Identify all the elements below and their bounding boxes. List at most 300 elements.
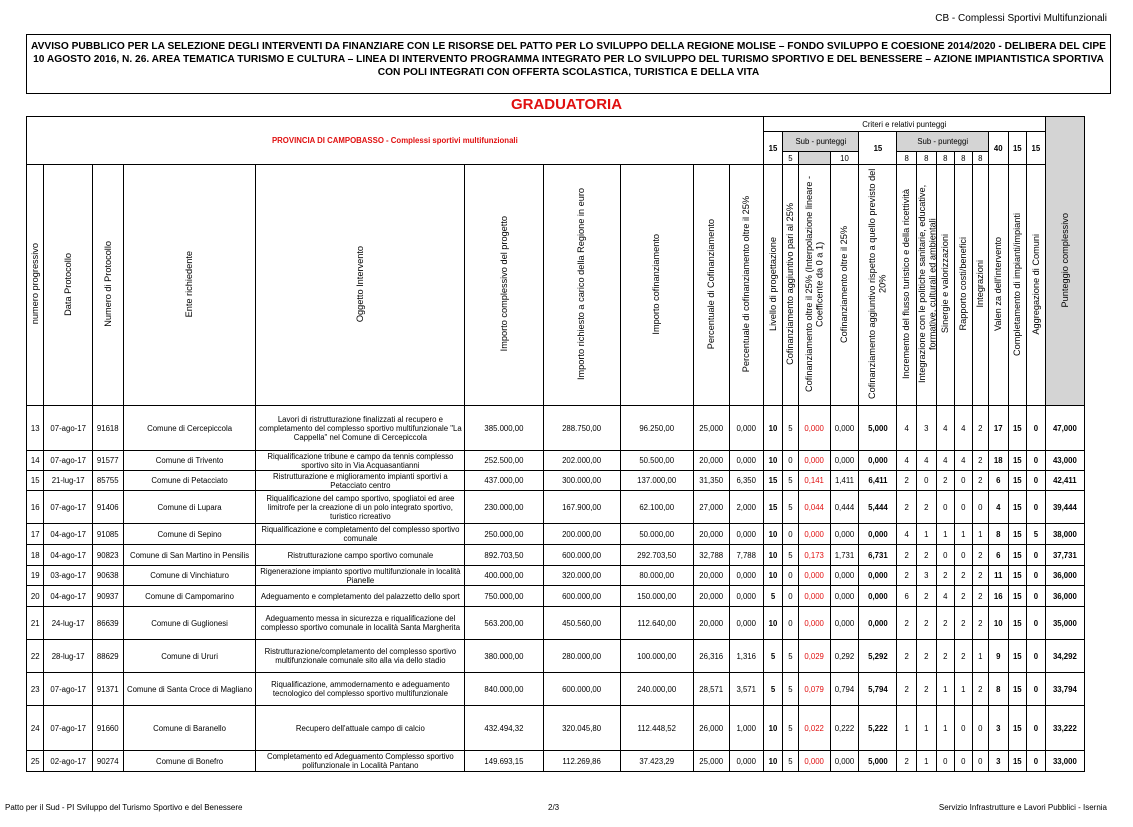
col-header-data: Data Protocollo [62, 252, 73, 316]
cell-integrazioni: 2 [972, 406, 988, 451]
cell-valenza: 8 [988, 673, 1008, 706]
cell-imp-reg: 600.000,00 [543, 586, 620, 607]
cell-completamento: 15 [1008, 706, 1027, 751]
cell-data: 04-ago-17 [44, 545, 92, 566]
cell-aggregazione: 0 [1027, 471, 1046, 491]
cell-prot: 85755 [92, 471, 123, 491]
col-header-cell [256, 165, 465, 406]
cell-prot: 91406 [92, 491, 123, 524]
cell-livello: 10 [763, 751, 783, 772]
cell-prot: 90823 [92, 545, 123, 566]
cell-imp-reg: 320.000,00 [543, 566, 620, 586]
cell-integrazione: 3 [916, 406, 936, 451]
ranking-table [26, 116, 1085, 772]
cell-integrazione: 1 [916, 706, 936, 751]
cell-integrazioni: 1 [972, 640, 988, 673]
col-header-cof-interp: Cofinanziamento oltre il 25% (Interpolazione lineare - Coefficente da 0 a 1) [803, 175, 825, 393]
cell-sinergie: 2 [936, 471, 955, 491]
cell-ente: Comune di Campomarino [123, 586, 256, 607]
cell-cof-agg-20: 5,222 [859, 706, 897, 751]
cell-cof-interp: 0,000 [798, 607, 830, 640]
table-row [27, 673, 1085, 706]
col-header-cell [763, 165, 783, 406]
cell-punteggio: 34,292 [1045, 640, 1084, 673]
cell-punteggio: 33,794 [1045, 673, 1084, 706]
col-header-ente: Ente richiedente [184, 250, 195, 318]
cell-livello: 10 [763, 451, 783, 471]
cell-punteggio: 33,000 [1045, 751, 1084, 772]
table-row [27, 491, 1085, 524]
cell-integrazioni: 2 [972, 451, 988, 471]
table-row [27, 706, 1085, 751]
cell-integrazione: 2 [916, 586, 936, 607]
footer-program: Patto per il Sud - PI Sviluppo del Turismo Sportivo e del Benessere [5, 803, 243, 812]
cell-integrazione: 0 [916, 471, 936, 491]
criteria-title: Criteri e relativi punteggi [763, 117, 1045, 132]
cell-num: 24 [27, 706, 44, 751]
cell-cof-oltre: 0,292 [830, 640, 859, 673]
cell-cof-oltre: 0,000 [830, 607, 859, 640]
max-aggregazione: 15 [1027, 132, 1046, 165]
cell-aggregazione: 0 [1027, 566, 1046, 586]
cell-prot: 90937 [92, 586, 123, 607]
cell-livello: 10 [763, 524, 783, 545]
cell-aggregazione: 5 [1027, 524, 1046, 545]
cell-imp-tot: 432.494,32 [465, 706, 543, 751]
table-row [27, 406, 1085, 451]
cell-perc-25: 0,000 [729, 751, 763, 772]
cell-sinergie: 1 [936, 673, 955, 706]
cell-perc-25: 0,000 [729, 566, 763, 586]
cell-perc-25: 0,000 [729, 524, 763, 545]
cell-rapporto: 2 [955, 640, 972, 673]
cell-imp-tot: 380.000,00 [465, 640, 543, 673]
col-header-imp-reg: Importo richiesto a carico della Regione in euro [576, 187, 587, 381]
cell-sinergie: 0 [936, 545, 955, 566]
cell-completamento: 15 [1008, 471, 1027, 491]
cell-integrazione: 2 [916, 640, 936, 673]
col-header-valenza: Valen za dell'intervento [993, 236, 1003, 332]
cell-cof-agg-25: 5 [783, 673, 798, 706]
cell-aggregazione: 0 [1027, 491, 1046, 524]
cell-integrazione: 2 [916, 673, 936, 706]
cell-num: 15 [27, 471, 44, 491]
cell-data: 28-lug-17 [44, 640, 92, 673]
col-header-cell [693, 165, 729, 406]
cell-aggregazione: 0 [1027, 751, 1046, 772]
cell-rapporto: 1 [955, 524, 972, 545]
col-header-oggetto: Oggetto Intervento [355, 245, 366, 323]
cell-cof-agg-25: 5 [783, 751, 798, 772]
col-header-rapporto: Rapporto costi/benefici [958, 237, 969, 331]
cell-incremento: 2 [897, 471, 917, 491]
cell-integrazioni: 0 [972, 751, 988, 772]
cell-cof-agg-25: 0 [783, 524, 798, 545]
cell-valenza: 3 [988, 751, 1008, 772]
cell-rapporto: 0 [955, 751, 972, 772]
cell-num: 17 [27, 524, 44, 545]
cell-livello: 15 [763, 471, 783, 491]
cell-cof-agg-25: 5 [783, 471, 798, 491]
cell-cof-oltre: 1,411 [830, 471, 859, 491]
col-header-cell [830, 165, 859, 406]
col-header-cell [798, 165, 830, 406]
cell-prot: 86639 [92, 607, 123, 640]
cell-data: 02-ago-17 [44, 751, 92, 772]
cell-completamento: 15 [1008, 673, 1027, 706]
cell-integrazione: 2 [916, 491, 936, 524]
cell-imp-reg: 450.560,00 [543, 607, 620, 640]
max-integrazioni: 8 [972, 152, 988, 165]
cell-cof-agg-25: 0 [783, 566, 798, 586]
cell-num: 18 [27, 545, 44, 566]
cell-cof-oltre: 0,000 [830, 406, 859, 451]
cell-perc-25: 1,316 [729, 640, 763, 673]
cell-perc-25: 7,788 [729, 545, 763, 566]
cell-num: 25 [27, 751, 44, 772]
cell-completamento: 15 [1008, 524, 1027, 545]
col-header-cof-oltre: Cofinanziamento oltre il 25% [839, 225, 850, 343]
col-header-cell [897, 165, 917, 406]
cell-imp-reg: 200.000,00 [543, 524, 620, 545]
cell-valenza: 4 [988, 491, 1008, 524]
table-row [27, 451, 1085, 471]
cell-incremento: 2 [897, 673, 917, 706]
cell-sinergie: 2 [936, 566, 955, 586]
cell-oggetto: Riqualificazione e completamento del complesso sportivo comunale [256, 524, 465, 545]
cell-imp-tot: 149.693,15 [465, 751, 543, 772]
cell-valenza: 17 [988, 406, 1008, 451]
cell-ente: Comune di Sepino [123, 524, 256, 545]
cell-valenza: 16 [988, 586, 1008, 607]
cell-cof-interp: 0,000 [798, 751, 830, 772]
cell-completamento: 15 [1008, 586, 1027, 607]
cell-imp-tot: 437.000,00 [465, 471, 543, 491]
max-sub-blank [798, 152, 830, 165]
cell-cof-agg-25: 0 [783, 451, 798, 471]
cell-cof-agg-20: 5,000 [859, 406, 897, 451]
cell-completamento: 15 [1008, 491, 1027, 524]
col-header-cell [543, 165, 620, 406]
cell-completamento: 15 [1008, 566, 1027, 586]
cell-sinergie: 4 [936, 406, 955, 451]
cell-oggetto: Riqualificazione, ammodernamento e adeguamento tecnologico del complesso sportivo multifunzionale [256, 673, 465, 706]
cell-punteggio: 39,444 [1045, 491, 1084, 524]
max-integrazione: 8 [916, 152, 936, 165]
cell-completamento: 15 [1008, 607, 1027, 640]
cell-perc-cof: 20,000 [693, 524, 729, 545]
cell-sinergie: 0 [936, 751, 955, 772]
cell-oggetto: Adeguamento e completamento del palazzetto dello sport [256, 586, 465, 607]
table-row [27, 751, 1085, 772]
document-header-label: CB - Complessi Sportivi Multifunzionali [935, 13, 1107, 24]
cell-imp-cof: 240.000,00 [620, 673, 693, 706]
col-header-cell [27, 165, 44, 406]
footer-page-number: 2/3 [548, 803, 560, 812]
col-header-cell [620, 165, 693, 406]
max-incremento: 8 [897, 152, 917, 165]
cell-punteggio: 36,000 [1045, 586, 1084, 607]
cell-completamento: 15 [1008, 545, 1027, 566]
cell-cof-agg-25: 5 [783, 406, 798, 451]
cell-sinergie: 0 [936, 491, 955, 524]
ranking-title: GRADUATORIA [510, 96, 623, 113]
cell-integrazione: 2 [916, 607, 936, 640]
max-rapporto: 8 [955, 152, 972, 165]
cell-cof-agg-20: 5,444 [859, 491, 897, 524]
cell-imp-reg: 600.000,00 [543, 673, 620, 706]
cell-rapporto: 2 [955, 586, 972, 607]
cell-ente: Comune di Bonefro [123, 751, 256, 772]
col-header-cof-agg-25: Cofinanziamento aggiuntivo pari al 25% [785, 203, 796, 365]
cell-incremento: 4 [897, 524, 917, 545]
cell-cof-oltre: 0,000 [830, 524, 859, 545]
cell-prot: 90274 [92, 751, 123, 772]
cell-valenza: 11 [988, 566, 1008, 586]
cell-rapporto: 2 [955, 566, 972, 586]
cell-perc-25: 0,000 [729, 406, 763, 451]
cell-ente: Comune di Ururi [123, 640, 256, 673]
cell-aggregazione: 0 [1027, 706, 1046, 751]
cell-prot: 91660 [92, 706, 123, 751]
col-header-cell [1008, 165, 1027, 406]
cell-valenza: 8 [988, 524, 1008, 545]
col-header-punteggio: Punteggio complessivo [1059, 212, 1070, 308]
col-header-cell [859, 165, 897, 406]
cell-perc-cof: 25,000 [693, 406, 729, 451]
cell-cof-agg-25: 0 [783, 607, 798, 640]
max-livello: 15 [763, 132, 783, 165]
cell-cof-oltre: 0,222 [830, 706, 859, 751]
cell-integrazione: 4 [916, 451, 936, 471]
cell-integrazioni: 2 [972, 545, 988, 566]
table-row [27, 471, 1085, 491]
cell-incremento: 1 [897, 706, 917, 751]
cell-perc-cof: 26,316 [693, 640, 729, 673]
col-header-cell [465, 165, 543, 406]
cell-imp-tot: 385.000,00 [465, 406, 543, 451]
cell-aggregazione: 0 [1027, 451, 1046, 471]
cell-valenza: 6 [988, 545, 1008, 566]
cell-prot: 91371 [92, 673, 123, 706]
cell-imp-tot: 750.000,00 [465, 586, 543, 607]
cell-cof-interp: 0,029 [798, 640, 830, 673]
cell-integrazioni: 2 [972, 607, 988, 640]
cell-rapporto: 0 [955, 706, 972, 751]
cell-cof-interp: 0,000 [798, 586, 830, 607]
cell-aggregazione: 0 [1027, 545, 1046, 566]
table-row [27, 640, 1085, 673]
cell-perc-25: 0,000 [729, 586, 763, 607]
cell-cof-interp: 0,000 [798, 451, 830, 471]
cell-perc-cof: 20,000 [693, 607, 729, 640]
table-row [27, 524, 1085, 545]
cell-data: 04-ago-17 [44, 586, 92, 607]
col-header-cell [916, 165, 936, 406]
cell-prot: 88629 [92, 640, 123, 673]
cell-cof-agg-20: 5,794 [859, 673, 897, 706]
col-header-incremento: Incremento del flusso turistico e della ricettività [901, 189, 912, 379]
cell-incremento: 6 [897, 586, 917, 607]
cell-cof-agg-20: 5,000 [859, 751, 897, 772]
cell-integrazioni: 2 [972, 566, 988, 586]
cell-data: 21-lug-17 [44, 471, 92, 491]
cell-perc-cof: 32,788 [693, 545, 729, 566]
col-header-aggregazione: Aggregazione di Comuni [1030, 233, 1041, 335]
cell-livello: 15 [763, 491, 783, 524]
cell-punteggio: 42,411 [1045, 471, 1084, 491]
cell-punteggio: 33,222 [1045, 706, 1084, 751]
cell-ente: Comune di Vinchiaturo [123, 566, 256, 586]
cell-rapporto: 2 [955, 607, 972, 640]
cell-ente: Comune di Santa Croce di Magliano [123, 673, 256, 706]
sub-scores-header-b: Sub - punteggi [897, 132, 989, 152]
col-header-completamento: Completamento di impianti/impianti [1012, 212, 1023, 356]
cell-ente: Comune di Cercepiccola [123, 406, 256, 451]
table-row [27, 586, 1085, 607]
col-header-perc-cof: Percentuale di Cofinanziamento [705, 218, 716, 350]
cell-num: 22 [27, 640, 44, 673]
cell-imp-cof: 112.448,52 [620, 706, 693, 751]
cell-valenza: 6 [988, 471, 1008, 491]
cell-livello: 5 [763, 586, 783, 607]
cell-livello: 10 [763, 545, 783, 566]
col-header-integrazioni: Integrazioni [975, 260, 985, 308]
cell-valenza: 10 [988, 607, 1008, 640]
cell-oggetto: Riqualificazione tribune e campo da tennis complesso sportivo sito in Via Acquasantianni [256, 451, 465, 471]
cell-perc-25: 0,000 [729, 607, 763, 640]
cell-imp-cof: 150.000,00 [620, 586, 693, 607]
cell-prot: 90638 [92, 566, 123, 586]
cell-integrazioni: 2 [972, 471, 988, 491]
cell-ente: Comune di Petacciato [123, 471, 256, 491]
table-row [27, 607, 1085, 640]
col-header-cell [123, 165, 256, 406]
cell-imp-tot: 892.703,50 [465, 545, 543, 566]
cell-punteggio: 35,000 [1045, 607, 1084, 640]
col-header-cell [783, 165, 798, 406]
cell-rapporto: 0 [955, 491, 972, 524]
max-valenza: 40 [988, 132, 1008, 165]
max-sub-b: 10 [830, 152, 859, 165]
cell-cof-agg-25: 0 [783, 586, 798, 607]
cell-punteggio: 36,000 [1045, 566, 1084, 586]
cell-perc-cof: 27,000 [693, 491, 729, 524]
cell-oggetto: Completamento ed Adeguamento Complesso sportivo polifunzionale in Località Pantano [256, 751, 465, 772]
cell-valenza: 18 [988, 451, 1008, 471]
cell-livello: 10 [763, 566, 783, 586]
cell-ente: Comune di Baranello [123, 706, 256, 751]
cell-cof-agg-25: 5 [783, 545, 798, 566]
max-sub-a: 5 [783, 152, 798, 165]
cell-incremento: 2 [897, 491, 917, 524]
cell-cof-agg-20: 0,000 [859, 524, 897, 545]
cell-completamento: 15 [1008, 451, 1027, 471]
cell-cof-oltre: 0,000 [830, 566, 859, 586]
cell-perc-cof: 20,000 [693, 451, 729, 471]
cell-perc-cof: 31,350 [693, 471, 729, 491]
cell-cof-oltre: 0,000 [830, 586, 859, 607]
cell-valenza: 3 [988, 706, 1008, 751]
cell-completamento: 15 [1008, 751, 1027, 772]
cell-oggetto: Rigenerazione impianto sportivo multifunzionale in località Pianelle [256, 566, 465, 586]
cell-aggregazione: 0 [1027, 586, 1046, 607]
cell-prot: 91577 [92, 451, 123, 471]
cell-integrazione: 3 [916, 566, 936, 586]
cell-data: 07-ago-17 [44, 673, 92, 706]
col-header-cell [1027, 165, 1046, 406]
cell-perc-25: 6,350 [729, 471, 763, 491]
cell-cof-agg-20: 5,292 [859, 640, 897, 673]
cell-perc-25: 1,000 [729, 706, 763, 751]
cell-data: 07-ago-17 [44, 706, 92, 751]
cell-cof-agg-20: 0,000 [859, 451, 897, 471]
cell-incremento: 2 [897, 751, 917, 772]
cell-imp-cof: 62.100,00 [620, 491, 693, 524]
table-row [27, 545, 1085, 566]
col-header-imp-tot: Importo complessivo del progetto [498, 216, 509, 352]
cell-ente: Comune di Trivento [123, 451, 256, 471]
cell-integrazioni: 0 [972, 491, 988, 524]
cell-imp-tot: 400.000,00 [465, 566, 543, 586]
cell-cof-interp: 0,000 [798, 524, 830, 545]
col-header-cell [729, 165, 763, 406]
cell-ente: Comune di Guglionesi [123, 607, 256, 640]
cell-imp-cof: 100.000,00 [620, 640, 693, 673]
col-header-prot: Numero di Protocollo [102, 241, 113, 327]
cell-ente: Comune di Lupara [123, 491, 256, 524]
cell-imp-reg: 280.000,00 [543, 640, 620, 673]
col-header-cell [92, 165, 123, 406]
col-header-cell [972, 165, 988, 406]
cell-oggetto: Riqualificazione del campo sportivo, spogliatoi ed aree limitrofe per la creazione di un polo integrato sportivo, turistico ricreativo [256, 491, 465, 524]
col-header-sinergie: Sinergie e valorizzazioni [940, 234, 951, 334]
cell-completamento: 15 [1008, 640, 1027, 673]
cell-completamento: 15 [1008, 406, 1027, 451]
cell-oggetto: Lavori di ristrutturazione finalizzati al recupero e completamento del complesso sportivo multifunzionale "La Cappella" nel Comune di Cercepiccola [256, 406, 465, 451]
table-row [27, 566, 1085, 586]
cell-cof-interp: 0,022 [798, 706, 830, 751]
cell-cof-oltre: 0,444 [830, 491, 859, 524]
cell-livello: 5 [763, 640, 783, 673]
cell-perc-cof: 26,000 [693, 706, 729, 751]
col-header-integrazione: Integrazione con le politiche sanitarie, educative, formative, culturali ed ambientali [916, 184, 938, 384]
cell-aggregazione: 0 [1027, 406, 1046, 451]
sub-scores-header-a: Sub - punteggi [783, 132, 859, 152]
cell-integrazioni: 2 [972, 586, 988, 607]
cell-cof-interp: 0,079 [798, 673, 830, 706]
cell-imp-tot: 563.200,00 [465, 607, 543, 640]
cell-perc-cof: 20,000 [693, 566, 729, 586]
cell-aggregazione: 0 [1027, 673, 1046, 706]
cell-oggetto: Ristrutturazione e miglioramento impianti sportivi a Petacciato centro [256, 471, 465, 491]
cell-rapporto: 4 [955, 451, 972, 471]
cell-oggetto: Adeguamento messa in sicurezza e riqualificazione del complesso sportivo comunale in località Santa Margherita [256, 607, 465, 640]
cell-num: 13 [27, 406, 44, 451]
cell-incremento: 4 [897, 451, 917, 471]
cell-perc-25: 0,000 [729, 451, 763, 471]
cell-data: 04-ago-17 [44, 524, 92, 545]
cell-rapporto: 0 [955, 545, 972, 566]
cell-ente: Comune di San Martino in Pensilis [123, 545, 256, 566]
cell-oggetto: Recupero dell'attuale campo di calcio [256, 706, 465, 751]
cell-imp-reg: 300.000,00 [543, 471, 620, 491]
cell-num: 20 [27, 586, 44, 607]
cell-cof-agg-20: 0,000 [859, 586, 897, 607]
cell-oggetto: Ristrutturazione campo sportivo comunale [256, 545, 465, 566]
col-header-cell [955, 165, 972, 406]
cell-imp-reg: 112.269,86 [543, 751, 620, 772]
